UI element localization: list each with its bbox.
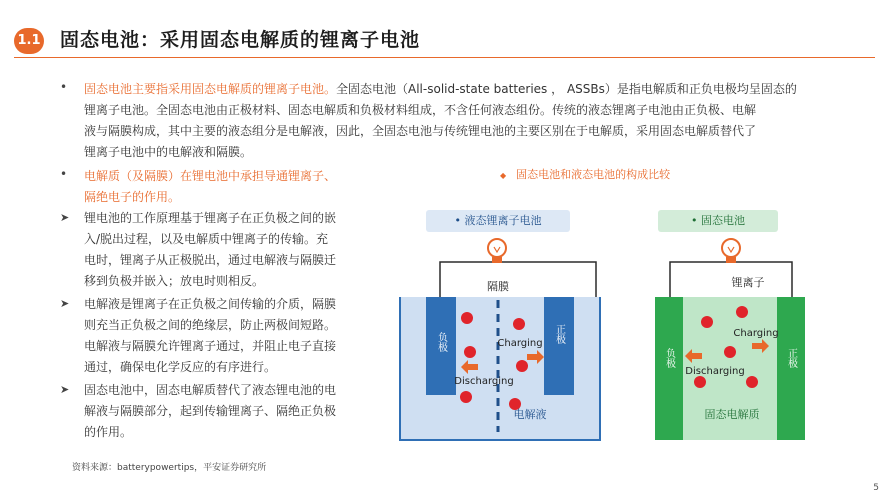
lithium-ion [694,376,706,388]
diagram-title-text: 固态电池和液态电池的构成比较 [516,168,671,181]
solid-negative-electrode [655,297,683,440]
solid-battery-label: • 固态电池 [658,210,778,232]
lightbulb-icon [722,239,740,263]
arrow-bullet-icon: ➤ [60,297,70,310]
liquid-positive-label: 正极 [553,324,565,344]
lithium-ion [460,391,472,403]
lithium-ion [464,346,476,358]
lithium-ion [736,306,748,318]
bullet-highlight: 固态电池主要指采用固态电解质的锂离子电池。 [84,82,337,96]
bullet-highlight-line: 隔绝电子的作用。 [84,190,181,204]
slide-title: 固态电池：采用固态电解质的锂离子电池 [60,29,421,51]
sub-bullet-line: 电时，锂离子从正极脱出，通过电解液与隔膜迁 [84,253,337,267]
liquid-discharging-label: Discharging [454,376,514,387]
liquid-battery-label: • 液态锂离子电池 [426,210,570,232]
lithium-ion [516,360,528,372]
page-number: 5 [873,483,879,493]
lithium-ion [724,346,736,358]
sub-bullet-line: 锂电池的工作原理基于锂离子在正负极之间的嵌 [84,211,337,225]
arrow-bullet-icon: ➤ [60,211,70,224]
bullet-text-line: 全固态电池（All-solid-state batteries ， ASSBs）是指电解质和正负电极均呈固态的 [336,82,797,96]
sub-bullet-line: 移到负极并嵌入；放电时则相反。 [84,274,265,288]
sub-bullet-line: 则充当正负极之间的绝缘层，防止两极间短路。 [84,318,337,332]
solid-electrolyte-label: 固态电解质 [704,408,760,421]
bullet-text-line: 液与隔膜构成，其中主要的液态组分是电解液，因此，全固态电池与传统锂电池的主要区别在于电解质，采用固态电解质替代了 [84,124,757,138]
liquid-positive-electrode [544,297,574,395]
liquid-negative-label: 负极 [435,332,447,352]
lithium-ion-label: 锂离子 [731,276,765,289]
solid-positive-label: 正极 [785,348,797,368]
liquid-circuit-wire [440,262,596,297]
arrow-bullet-icon: ➤ [60,383,70,396]
source-note: 资料来源：batterypowertips，平安证券研究所 [72,463,267,473]
section-badge: 1.1 [14,28,44,54]
solid-discharging-label: Discharging [685,366,745,377]
sub-bullet-line: 的作用。 [84,425,133,439]
separator-label: 隔膜 [487,280,509,293]
solid-negative-label: 负极 [663,348,675,368]
bullet-dot: • [60,167,68,181]
sub-bullet-line: 入/脱出过程，以及电解质中锂离子的传输。充 [84,232,329,246]
sub-bullet-line: 固态电池中，固态电解质替代了液态锂电池的电 [84,383,337,397]
sub-bullet-line: 电解液与隔膜允许锂离子通过，并阻止电子直接 [84,339,337,353]
liquid-charging-label: Charging [497,338,543,349]
lithium-ion [513,318,525,330]
solid-positive-electrode [777,297,805,440]
lithium-ion [701,316,713,328]
bullet-highlight-line: 电解质（及隔膜）在锂电池中承担导通锂离子、 [84,169,337,183]
sub-bullet-line: 解液与隔膜部分，起到传输锂离子、隔绝正负极 [84,404,337,418]
bullet-text-line: 锂离子电池。全固态电池由正极材料、固态电解质和负极材料组成，不含任何液态组份。传统的液态锂离子电池由正负极、电解 [84,103,757,117]
solid-charging-label: Charging [733,328,779,339]
bullet-text-line: 锂离子电池中的电解液和隔膜。 [84,145,253,159]
sub-bullet-line: 电解液是锂离子在正负极之间传输的介质，隔膜 [84,297,337,311]
liquid-electrolyte-label: 电解液 [513,408,547,421]
lightbulb-icon [488,239,506,263]
sub-bullet-line: 通过，确保电化学反应的有序进行。 [84,360,277,374]
lithium-ion [746,376,758,388]
lithium-ion [461,312,473,324]
bullet-dot: • [60,80,68,94]
diamond-icon: ◆ [500,171,507,180]
